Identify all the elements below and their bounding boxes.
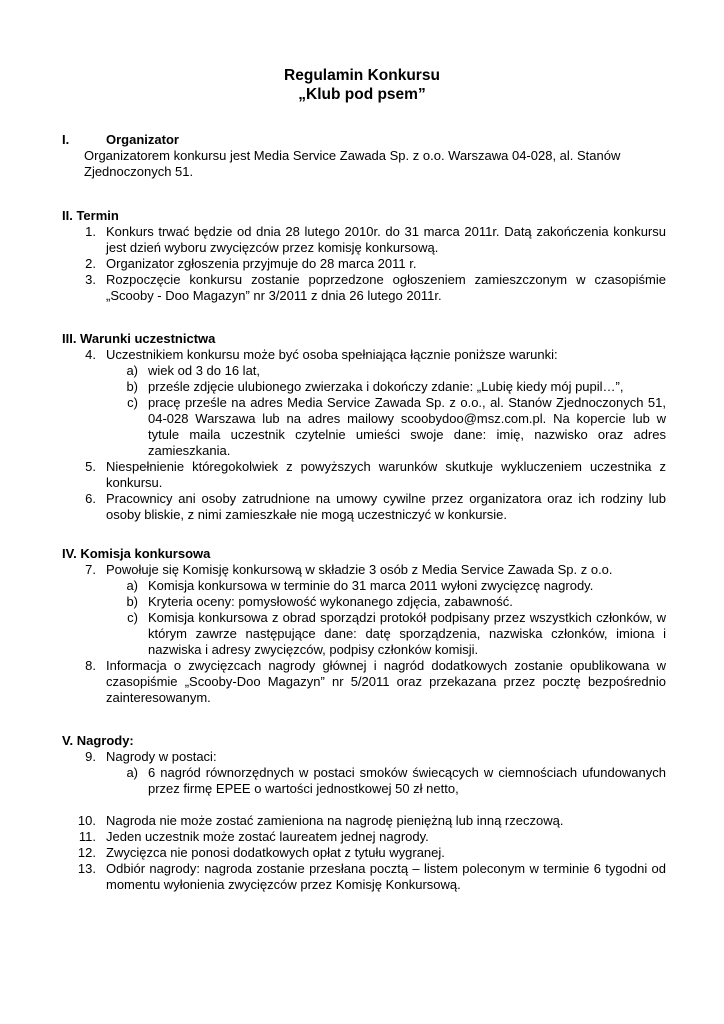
- sub-list-item: [62, 594, 666, 610]
- subitem-letter: c): [127, 395, 138, 410]
- item-text: Nagroda nie może zostać zamieniona na nagrodę pieniężną lub inną rzeczową.: [106, 813, 564, 828]
- sub-list-item: [62, 379, 666, 395]
- section-warunki: [62, 331, 666, 523]
- list-item: [62, 347, 666, 363]
- list-item: [62, 658, 666, 706]
- item-number: 5.: [85, 459, 96, 474]
- section-number: I.: [62, 132, 70, 147]
- spacer: [62, 797, 666, 813]
- section-komisja: [62, 546, 666, 706]
- list-item: [62, 459, 666, 491]
- item-text: Zwycięzca nie ponosi dodatkowych opłat z tytułu wygranej.: [106, 845, 445, 860]
- sub-list-item: [62, 395, 666, 459]
- document-title: Regulamin Konkursu: [284, 67, 440, 84]
- item-number: 1.: [85, 224, 96, 239]
- item-text: Uczestnikiem konkursu może być osoba spełniająca łącznie poniższe warunki:: [106, 347, 558, 362]
- item-number: 9.: [85, 749, 96, 764]
- list-item: [62, 491, 666, 523]
- section-heading: III. Warunki uczestnictwa: [62, 331, 216, 346]
- item-text: Informacja o zwycięzcach nagrody głównej i nagród dodatkowych zostanie opublikowana w czasopiśmie „Scooby-Doo Magazyn” nr 5/2011 oraz przekazana przez pocztę bezpośrednio zainteresowanym.: [106, 658, 666, 705]
- list-item: [62, 813, 666, 829]
- item-text: Nagrody w postaci:: [106, 749, 217, 764]
- list-item: [62, 749, 666, 765]
- list-item: [62, 845, 666, 861]
- subitem-letter: b): [126, 594, 138, 609]
- item-number: 2.: [85, 256, 96, 271]
- subitem-text: pracę prześle na adres Media Service Zawada Sp. z o.o., al. Stanów Zjednoczonych 51, 04-028 Warszawa lub na adres mailowy scoobydoo@msz.com.pl. Na kopercie lub w tytule maila uczestnik czytelnie umieści swoje dane: imię, nazwisko oraz adres zamieszkania.: [148, 395, 666, 458]
- list-item: [62, 224, 666, 256]
- section-nagrody: [62, 733, 666, 893]
- subitem-letter: b): [126, 379, 138, 394]
- section-heading: IV. Komisja konkursowa: [62, 546, 211, 561]
- item-number: 6.: [85, 491, 96, 506]
- section-paragraph: Organizatorem konkursu jest Media Service Zawada Sp. z o.o. Warszawa 04-028, al. Stanów Zjednoczonych 51.: [84, 148, 621, 179]
- item-number: 11.: [78, 829, 96, 844]
- item-number: 12.: [77, 845, 96, 860]
- item-text: Niespełnienie któregokolwiek z powyższych warunków skutkuje wykluczeniem uczestnika z konkursu.: [106, 459, 666, 490]
- subitem-text: prześle zdjęcie ulubionego zwierzaka i dokończy zdanie: „Lubię kiedy mój pupil…”,: [148, 379, 624, 394]
- subitem-text: Kryteria oceny: pomysłowość wykonanego zdjęcia, zabawność.: [148, 594, 513, 609]
- list-item: [62, 272, 666, 304]
- item-text: Pracownicy ani osoby zatrudnione na umowy cywilne przez organizatora oraz ich rodziny lub osoby bliskie, z nimi zamieszkałe nie mogą uczestniczyć w konkursie.: [106, 491, 666, 522]
- subitem-text: Komisja konkursowa w terminie do 31 marca 2011 wyłoni zwycięzcę nagrody.: [148, 578, 594, 593]
- subitem-text: 6 nagród równorzędnych w postaci smoków świecących w ciemnościach ufundowanych przez firmę EPEE o wartości jednostkowej 50 zł netto,: [148, 765, 666, 796]
- item-number: 7.: [85, 562, 96, 577]
- item-text: Konkurs trwać będzie od dnia 28 lutego 2010r. do 31 marca 2011r. Datą zakończenia konkursu jest dzień wyboru zwycięzców przez komisję konkursową.: [106, 224, 666, 255]
- list-item: [62, 829, 666, 845]
- section-heading: V. Nagrody:: [62, 733, 134, 748]
- sub-list-item: [62, 578, 666, 594]
- list-item: [62, 562, 666, 578]
- document-subtitle: „Klub pod psem”: [298, 86, 426, 103]
- section-termin: [62, 208, 666, 304]
- item-number: 13.: [77, 861, 96, 876]
- item-number: 3.: [85, 272, 96, 287]
- item-number: 4.: [85, 347, 96, 362]
- sub-list-item: [62, 765, 666, 797]
- list-item: [62, 861, 666, 893]
- subitem-letter: c): [127, 610, 138, 625]
- item-text: Powołuje się Komisję konkursową w składzie 3 osób z Media Service Zawada Sp. z o.o.: [106, 562, 613, 577]
- item-text: Rozpoczęcie konkursu zostanie poprzedzone ogłoszeniem zamieszczonym w czasopiśmie „Scooby - Doo Magazyn” nr 3/2011 z dnia 26 lutego 2011r.: [106, 272, 666, 303]
- subitem-letter: a): [126, 765, 138, 780]
- item-text: Odbiór nagrody: nagroda zostanie przesłana pocztą – listem poleconym w terminie 6 tygodni od momentu wyłonienia zwycięzców przez Komisję Konkursową.: [106, 861, 666, 892]
- subitem-letter: a): [126, 363, 138, 378]
- list-item: [62, 256, 666, 272]
- subitem-text: wiek od 3 do 16 lat,: [148, 363, 261, 378]
- item-text: Organizator zgłoszenia przyjmuje do 28 marca 2011 r.: [106, 256, 417, 271]
- sub-list-item: [62, 610, 666, 658]
- section-heading: II. Termin: [62, 208, 119, 223]
- item-number: 8.: [85, 658, 96, 673]
- subitem-letter: a): [126, 578, 138, 593]
- section-title: Organizator: [106, 132, 179, 147]
- item-text: Jeden uczestnik może zostać laureatem jednej nagrody.: [106, 829, 429, 844]
- subitem-text: Komisja konkursowa z obrad sporządzi protokół podpisany przez wszystkich członków, w którym zawrze następujące dane: datę sporządzenia, nazwiska członków, imiona i nazwiska i adresy zwycięzców, podpisy członków komisji.: [148, 610, 666, 657]
- section-organizator: [62, 132, 666, 180]
- item-number: 10.: [77, 813, 96, 828]
- section-heading: [62, 132, 666, 148]
- sub-list-item: [62, 363, 666, 379]
